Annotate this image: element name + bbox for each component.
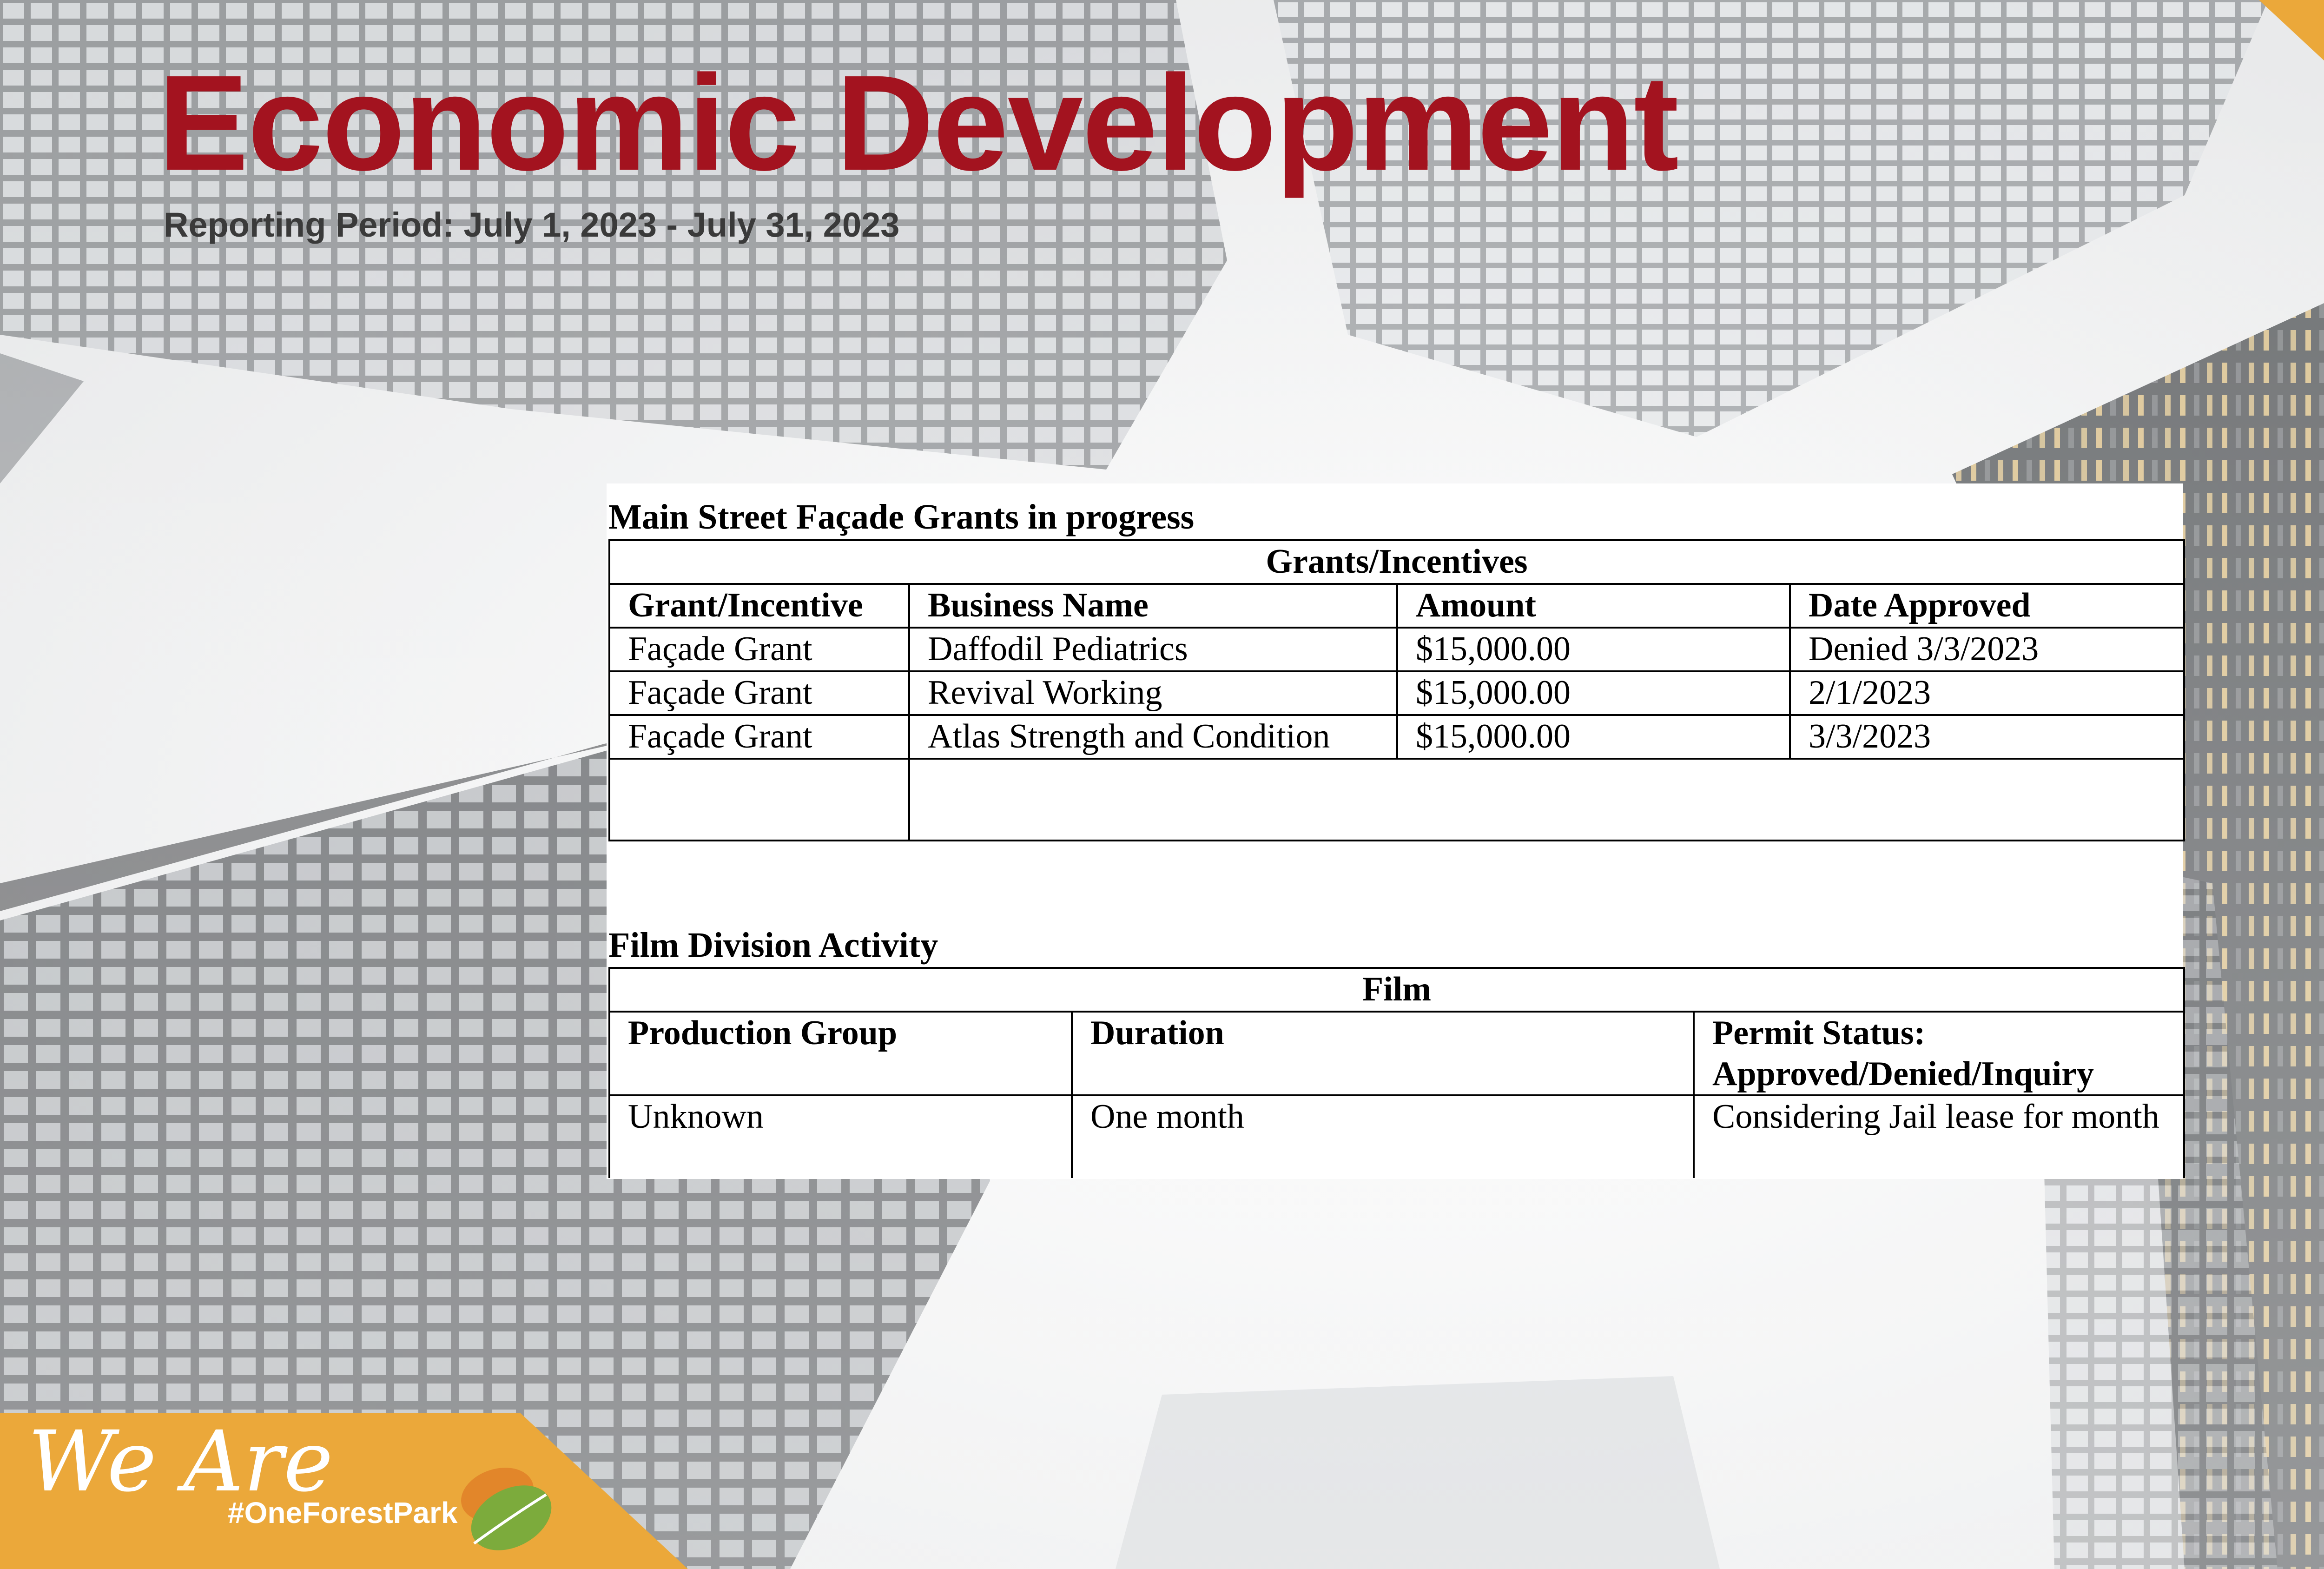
table-cell: Revival Working bbox=[909, 671, 1397, 715]
empty-cell bbox=[609, 759, 909, 841]
table-cell: One month bbox=[1072, 1095, 1694, 1178]
grants-table-caption: Grants/Incentives bbox=[609, 540, 2184, 584]
table-cell: 3/3/2023 bbox=[1790, 715, 2184, 759]
table-cell: 2/1/2023 bbox=[1790, 671, 2184, 715]
table-header-row bbox=[609, 584, 2184, 628]
film-caption-row bbox=[609, 968, 2184, 1012]
table-header-row bbox=[609, 1012, 2184, 1095]
page-title: Economic Development bbox=[158, 47, 1678, 199]
table-cell: Unknown bbox=[609, 1095, 1072, 1178]
table-cell: $15,000.00 bbox=[1397, 671, 1790, 715]
empty-cell bbox=[909, 759, 2184, 841]
we-are-script-text: We Are bbox=[28, 1413, 333, 1510]
column-header: Production Group bbox=[609, 1012, 1072, 1095]
table-cell: Façade Grant bbox=[609, 715, 909, 759]
table-cell: $15,000.00 bbox=[1397, 715, 1790, 759]
column-header: Permit Status: Approved/Denied/Inquiry bbox=[1694, 1012, 2184, 1095]
grants-section-heading: Main Street Façade Grants in progress bbox=[608, 497, 1195, 536]
reporting-period: Reporting Period: July 1, 2023 - July 31, 2023 bbox=[164, 205, 900, 244]
table-cell: Denied 3/3/2023 bbox=[1790, 628, 2184, 671]
column-header: Grant/Incentive bbox=[609, 584, 909, 628]
table-cell: Atlas Strength and Condition bbox=[909, 715, 1397, 759]
column-header: Date Approved bbox=[1790, 584, 2184, 628]
grants-table bbox=[608, 539, 2185, 841]
table-cell: Façade Grant bbox=[609, 628, 909, 671]
empty-table-row bbox=[609, 759, 2184, 841]
grants-caption-row bbox=[609, 540, 2184, 584]
film-table-caption: Film bbox=[609, 968, 2184, 1012]
table-row bbox=[609, 628, 2184, 671]
column-header: Amount bbox=[1397, 584, 1790, 628]
table-cell: $15,000.00 bbox=[1397, 628, 1790, 671]
leaf-logo-icon bbox=[453, 1462, 555, 1555]
film-section-heading: Film Division Activity bbox=[608, 926, 938, 965]
table-row bbox=[609, 671, 2184, 715]
table-cell: Façade Grant bbox=[609, 671, 909, 715]
document-panel bbox=[607, 483, 2183, 1179]
table-cell: Daffodil Pediatrics bbox=[909, 628, 1397, 671]
hashtag-text: #OneForestPark bbox=[228, 1496, 458, 1529]
column-header: Duration bbox=[1072, 1012, 1694, 1095]
column-header: Business Name bbox=[909, 584, 1397, 628]
table-row bbox=[609, 715, 2184, 759]
table-cell: Considering Jail lease for month bbox=[1694, 1095, 2184, 1178]
table-row bbox=[609, 1095, 2184, 1178]
film-table bbox=[608, 967, 2185, 1178]
